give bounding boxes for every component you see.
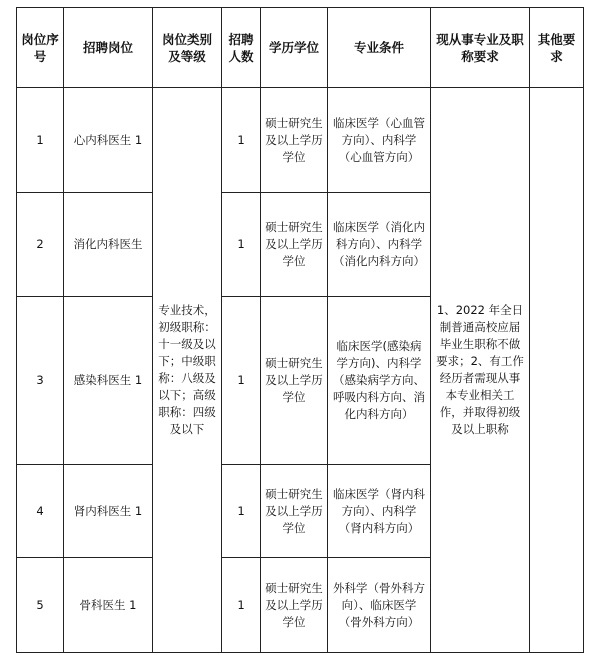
cell-seq: 4 (17, 465, 64, 558)
cell-major: 外科学（骨外科方向）、临床医学（骨外科方向） (328, 558, 431, 653)
table-row (17, 88, 584, 193)
cell-major: 临床医学（肾内科方向）、内科学（肾内科方向） (328, 465, 431, 558)
cell-degree: 硕士研究生及以上学历学位 (261, 465, 328, 558)
cell-major: 临床医学（心血管方向）、内科学（心血管方向） (328, 88, 431, 193)
cell-seq: 2 (17, 193, 64, 297)
cell-post: 感染科医生 1 (64, 297, 153, 465)
cell-degree: 硕士研究生及以上学历学位 (261, 193, 328, 297)
header-seq: 岗位序号 (17, 8, 64, 88)
cell-count: 1 (222, 465, 261, 558)
cell-seq: 1 (17, 88, 64, 193)
header-count: 招聘人数 (222, 8, 261, 88)
cell-post: 肾内科医生 1 (64, 465, 153, 558)
cell-degree: 硕士研究生及以上学历学位 (261, 558, 328, 653)
cell-count: 1 (222, 297, 261, 465)
cell-count: 1 (222, 558, 261, 653)
header-post: 招聘岗位 (64, 8, 153, 88)
cell-post-type: 专业技术，初级职称：十一级及以下；中级职称：八级及以下；高级职称：四级及以下 (153, 88, 222, 653)
header-degree: 学历学位 (261, 8, 328, 88)
recruitment-table (16, 7, 584, 653)
header-other: 其他要求 (530, 8, 584, 88)
cell-major: 临床医学(感染病学方向)、内科学（感染病学方向、呼吸内科方向、消化内科方向） (328, 297, 431, 465)
cell-experience: 1、2022 年全日制普通高校应届毕业生职称不做要求；2、有工作经历者需现从事本专业相关工作，并取得初级及以上职称 (431, 88, 530, 653)
cell-count: 1 (222, 88, 261, 193)
cell-post: 消化内科医生 (64, 193, 153, 297)
cell-degree: 硕士研究生及以上学历学位 (261, 297, 328, 465)
cell-post: 骨科医生 1 (64, 558, 153, 653)
cell-seq: 3 (17, 297, 64, 465)
header-experience: 现从事专业及职称要求 (431, 8, 530, 88)
cell-degree: 硕士研究生及以上学历学位 (261, 88, 328, 193)
cell-post: 心内科医生 1 (64, 88, 153, 193)
table-header-row (17, 8, 584, 88)
cell-seq: 5 (17, 558, 64, 653)
cell-other (530, 88, 584, 653)
header-type: 岗位类别及等级 (153, 8, 222, 88)
cell-major: 临床医学（消化内科方向）、内科学（消化内科方向） (328, 193, 431, 297)
header-major: 专业条件 (328, 8, 431, 88)
cell-count: 1 (222, 193, 261, 297)
